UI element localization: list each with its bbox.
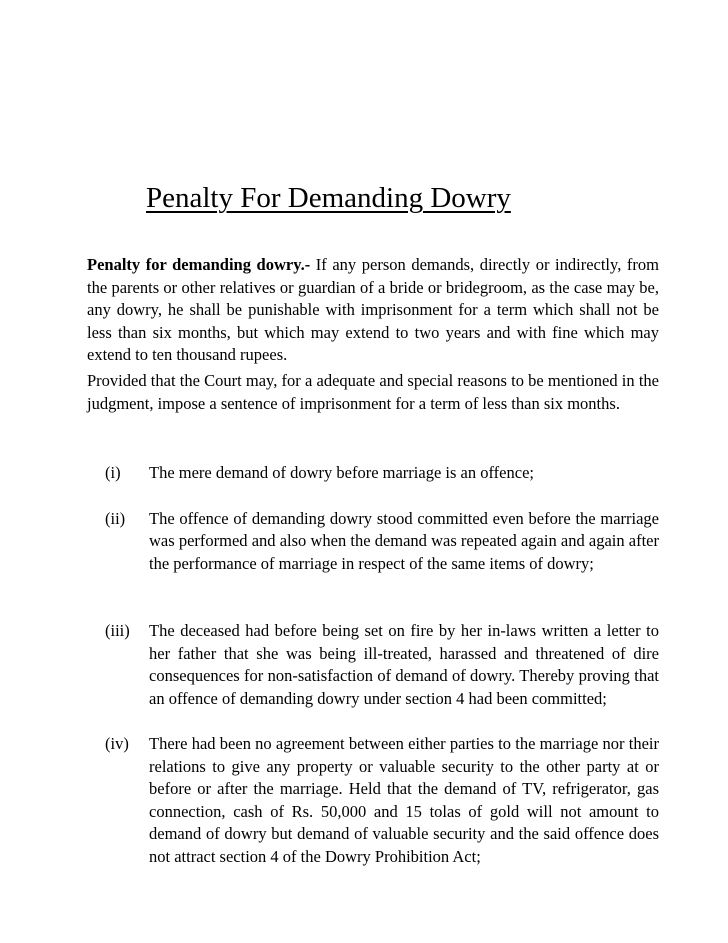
list-item-text: The deceased had before being set on fire by her in-laws written a letter to her father that she was being ill-treated, harassed and threatened of dire consequences for non-satisfaction of demand of dowry. Thereby proving that an offence of demanding dowry under section 4 had been committed; <box>149 621 659 708</box>
list-item-number: (i) <box>105 463 121 482</box>
list-item-number: (iii) <box>105 621 130 640</box>
paragraph-body: If any person demands, directly or indirectly, from the parents or other relatives or guardian of a bride or bridegroom, as the case may be, any dowry, he shall be punishable with imprisonment for a term which shall not be less than six months, but which may extend to two years and with fine which may extend to ten thousand rupees. <box>87 255 659 364</box>
list-item-number: (iv) <box>105 734 129 753</box>
list-item-text: The mere demand of dowry before marriage is an offence; <box>149 463 534 482</box>
list-item <box>87 462 659 485</box>
paragraph-proviso: Provided that the Court may, for a adequate and special reasons to be mentioned in the judgment, impose a sentence of imprisonment for a term of less than six months. <box>87 371 659 413</box>
document-title: Penalty For Demanding Dowry <box>146 182 511 214</box>
list-item <box>87 733 659 868</box>
list-item-number: (ii) <box>105 508 126 528</box>
list-item-text: The offence of demanding dowry stood committed even before the marriage was performed and also when the demand was repeated again and again after the performance of marriage in respect of the same items of dowry; <box>149 508 659 573</box>
list-item <box>87 620 659 710</box>
paragraph-lead: Penalty for demanding dowry.- <box>87 255 311 274</box>
case-list <box>87 462 659 868</box>
list-item-text: There had been no agreement between either parties to the marriage nor their relations to give any property or valuable security to the other party at or before or after the marriage. Held that the demand of TV, refrigerator, gas connection, cash of Rs. 50,000 and 15 tolas of gold will not amount to demand of dowry but demand of valuable security and the said offence does not attract section 4 of the Dowry Prohibition Act; <box>149 734 659 866</box>
paragraph-penalty <box>87 254 659 367</box>
list-item <box>87 508 659 576</box>
